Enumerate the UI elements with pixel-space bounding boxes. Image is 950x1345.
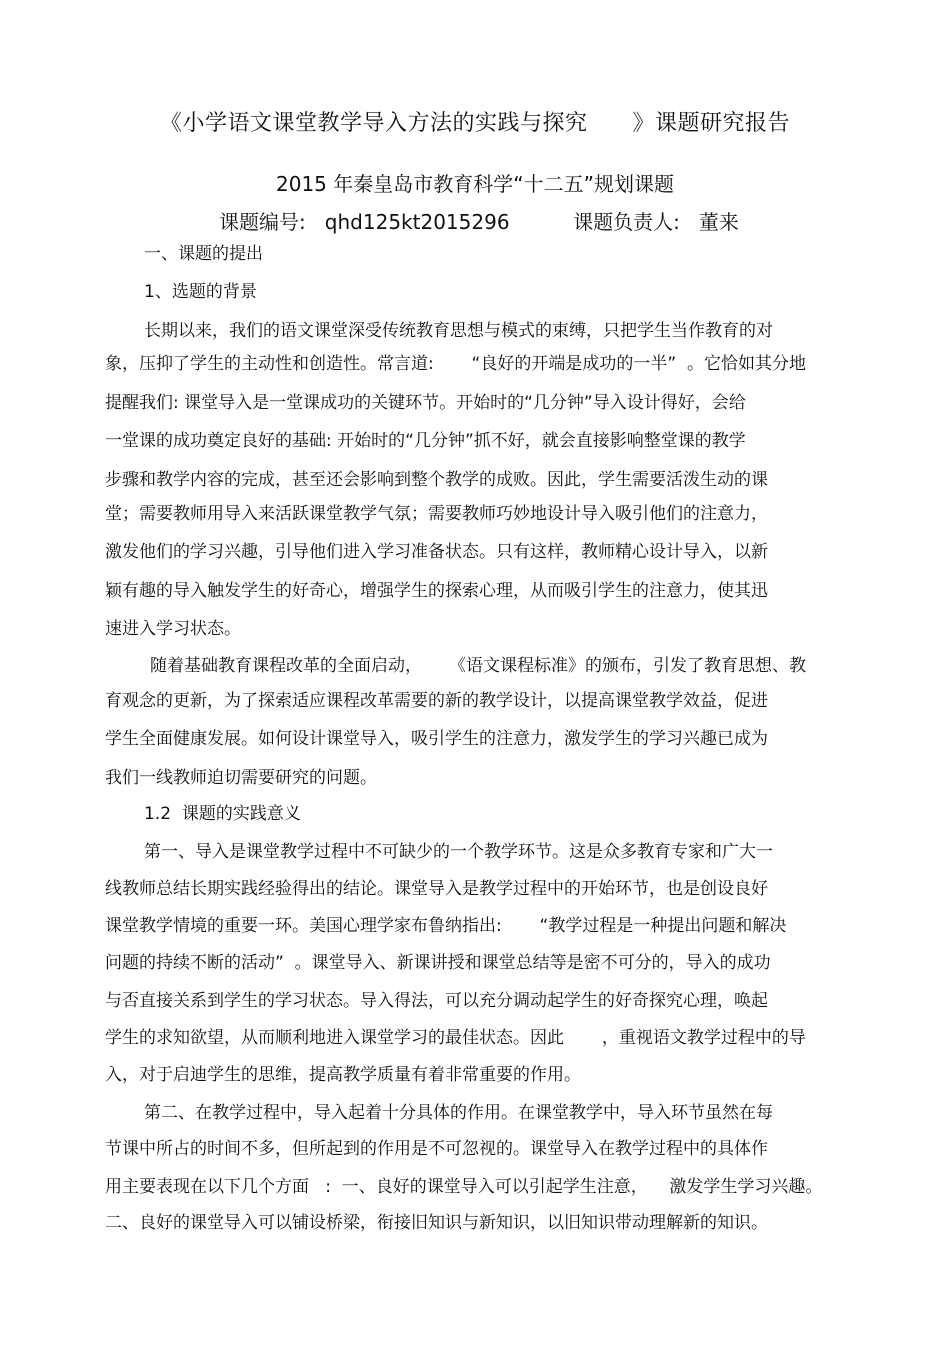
paragraph-line: 线教师总结长期实践经验得出的结论。课堂导入是教学过程中的开始环节，也是创设良好 (105, 879, 768, 899)
paragraph-line: 长期以来，我们的语文课堂深受传统教育思想与模式的束缚，只把学生当作教育的对 (144, 321, 773, 341)
paragraph-line: 课堂教学情境的重要一环。美国心理学家布鲁纳指出: “教学过程是一种提出问题和解决 (105, 916, 787, 936)
paragraph-line: 第二、在教学过程中，导入起着十分具体的作用。在课堂教学中，导入环节虽然在每 (144, 1103, 773, 1123)
paragraph-line: 一堂课的成功奠定良好的基础: 开始时的“几分钟”抓不好，就会直接影响整堂课的教学 (105, 431, 746, 451)
paragraph-line: 与否直接关系到学生的学习状态。导入得法，可以充分调动起学生的好奇探究心理，唤起 (105, 991, 768, 1011)
paragraph-line: 颖有趣的导入触发学生的好奇心，增强学生的探索心理，从而吸引学生的注意力，使其迅 (105, 581, 768, 601)
paragraph-line: 用主要表现在以下几个方面 : 一、良好的课堂导入可以引起学生注意， 激发学生学习兴趣。 (105, 1177, 823, 1197)
paragraph-line: 步骤和教学内容的完成，甚至还会影响到整个教学的成败。因此，学生需要活泼生动的课 (105, 470, 768, 490)
paragraph-line: 象，压抑了学生的主动性和创造性。常言道: “良好的开端是成功的一半” 。它恰如其分地 (105, 354, 806, 374)
paragraph-line: 我们一线教师迫切需要研究的问题。 (105, 768, 377, 788)
paragraph-line: 第一、导入是课堂教学过程中不可缺少的一个教学环节。这是众多教育专家和广大一 (144, 842, 773, 862)
paragraph-line: 学生的求知欲望，从而顺利地进入课堂学习的最佳状态。因此 ，重视语文教学过程中的导 (105, 1028, 806, 1048)
report-subtitle: 2015 年秦皇岛市教育科学“十二五”规划课题 (276, 172, 674, 196)
paragraph-line: 速进入学习状态。 (105, 619, 241, 639)
paragraph-line: 问题的持续不断的活动” 。课堂导入、新课讲授和课堂总结等是密不可分的，导入的成功 (105, 953, 771, 973)
paragraph-line: 提醒我们: 课堂导入是一堂课成功的关键环节。开始时的“几分钟”导入设计得好，会给 (105, 393, 746, 413)
paragraph-line: 学生全面健康发展。如何设计课堂导入，吸引学生的注意力，激发学生的学习兴趣已成为 (105, 729, 768, 749)
paragraph-line: 激发他们的学习兴趣，引导他们进入学习准备状态。只有这样，教师精心设计导入，以新 (105, 542, 768, 562)
project-meta-line: 课题编号: qhd125kt2015296 课题负责人: 董来 (219, 210, 739, 234)
paragraph-line: 入，对于启迪学生的思维，提高教学质量有着非常重要的作用。 (105, 1065, 581, 1085)
subsection-heading: 1、选题的背景 (144, 282, 257, 302)
subsection-heading: 1.2 课题的实践意义 (144, 804, 301, 824)
section-heading: 一、课题的提出 (144, 244, 263, 264)
paragraph-line: 育观念的更新，为了探索适应课程改革需要的新的教学设计，以提高课堂教学效益，促进 (105, 691, 768, 711)
paragraph-line: 随着基础教育课程改革的全面启动， 《语文课程标准》的颁布，引发了教育思想、教 (150, 656, 807, 676)
paragraph-line: 堂；需要教师用导入来活跃课堂教学气氛；需要教师巧妙地设计导入吸引他们的注意力， (105, 504, 768, 524)
report-title: 《小学语文课堂教学导入方法的实践与探究 》课题研究报告 (160, 111, 790, 136)
paragraph-line: 节课中所占的时间不多，但所起到的作用是不可忽视的。课堂导入在教学过程中的具体作 (105, 1139, 768, 1159)
paragraph-line: 二、良好的课堂导入可以铺设桥梁，衔接旧知识与新知识，以旧知识带动理解新的知识。 (105, 1213, 768, 1233)
